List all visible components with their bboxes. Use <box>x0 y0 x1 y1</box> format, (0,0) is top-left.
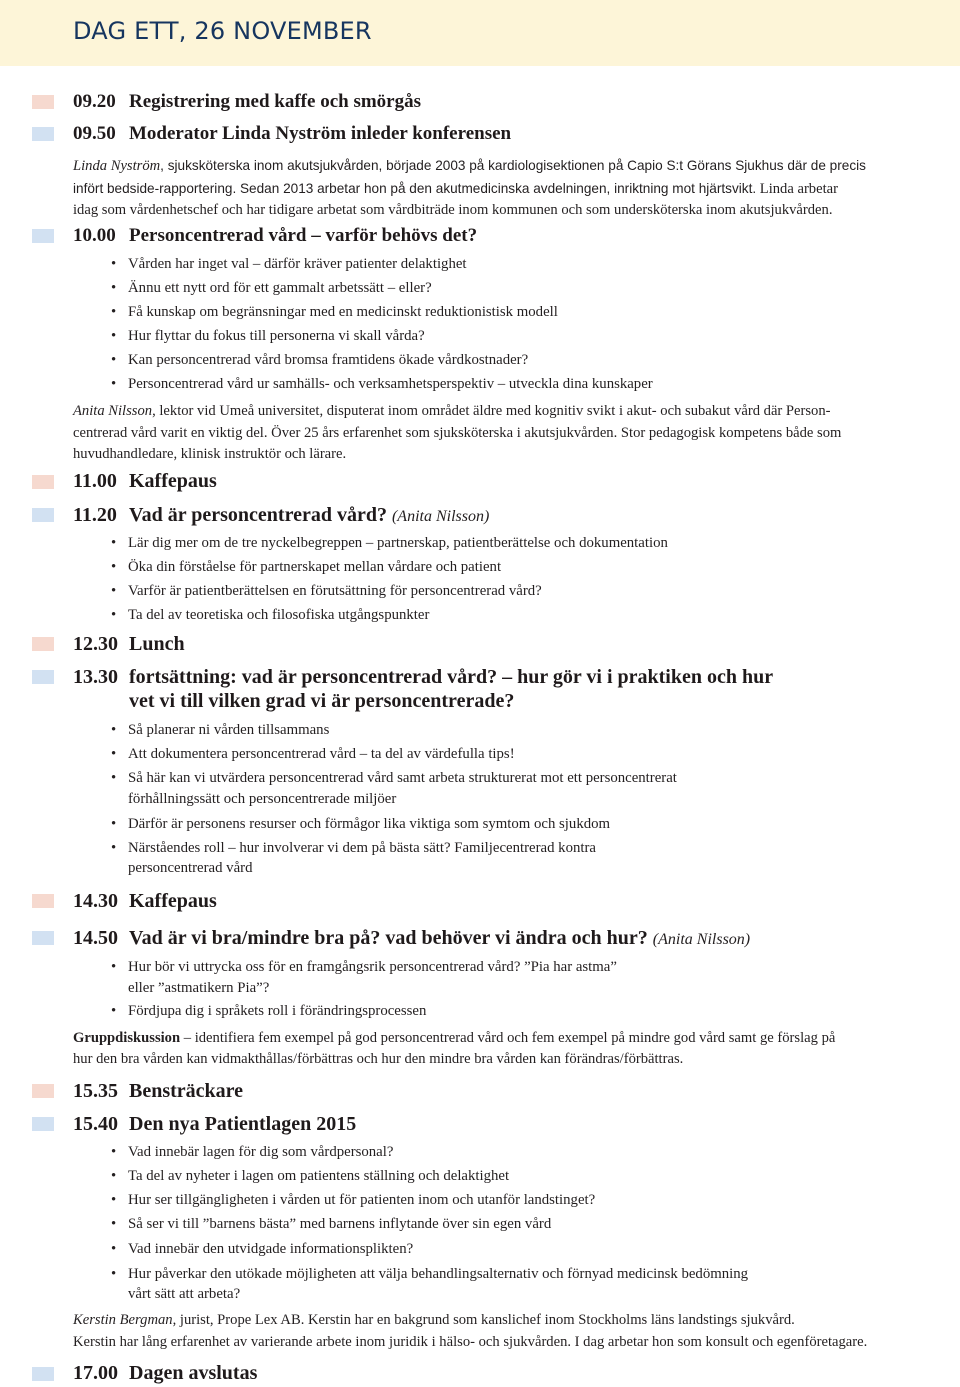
break-marker <box>32 95 54 109</box>
session-marker <box>32 229 54 243</box>
list-item-cont: personcentrerad vård <box>128 860 253 876</box>
list-item: • Ta del av nyheter i lagen om patientens ställning och delaktighet <box>111 1168 510 1184</box>
speaker-name: Linda Nyström <box>73 158 161 174</box>
bio-line: centrerad vård varit en viktig del. Över 25 års erfarenhet som sjuksköterska i akutsjukvården. Stor pedagogisk kompetens både som <box>73 425 842 441</box>
session-title: Personcentrerad vård – varför behövs det? <box>129 225 478 246</box>
session-speaker: (Anita Nilsson) <box>391 508 490 525</box>
speaker-bio <box>73 177 838 201</box>
session-time: 14.50 <box>73 927 118 949</box>
session-title: Vad är personcentrerad vård? <box>129 504 387 526</box>
session-title-cont: vet vi till vilken grad vi är personcentrerade? <box>129 690 515 712</box>
speaker-name: Anita Nilsson <box>73 403 153 419</box>
list-item-cont: eller ”astmatikern Pia”? <box>128 980 270 996</box>
speaker-bio <box>73 199 832 222</box>
list-item: • Lär dig mer om de tre nyckelbegreppen – partnerskap, patientberättelse och dokumentation <box>111 535 668 551</box>
list-item: • Varför är patientberättelsen en förutsättning för personcentrerad vård? <box>111 583 542 599</box>
break-marker <box>32 894 54 908</box>
speaker-bio <box>73 1309 795 1332</box>
list-item: • Så här kan vi utvärdera personcentrerad vård samt arbeta strukturerat mot ett personcentrerat <box>111 770 677 786</box>
list-item: • Vården har inget val – därför kräver patienter delaktighet <box>111 256 467 272</box>
page-title: DAG ETT, 26 NOVEMBER <box>73 17 372 45</box>
speaker-bio <box>73 1331 867 1354</box>
bio-line: , jurist, Prope Lex AB. Kerstin har en bakgrund som kanslichef inom Stockholms läns landstings sjukvård. <box>172 1312 795 1328</box>
list-item: • Vad innebär den utvidgade informationsplikten? <box>111 1241 414 1257</box>
list-item: • Ta del av teoretiska och filosofiska utgångspunkter <box>111 607 430 623</box>
group-discussion <box>73 1048 683 1071</box>
session-title: Registrering med kaffe och smörgås <box>129 91 421 112</box>
bio-line: infört bedside-rapportering. Sedan 2013 arbetar hon på den akutmedicinska avdelningen, inriktning mot hjärtsvikt. <box>73 181 757 196</box>
session-marker <box>32 1367 54 1381</box>
session-marker <box>32 931 54 945</box>
bio-line: , sjuksköterska inom akutsjukvården, började 2003 på kardiologisektionen på Capio S:t Görans Sjukhus där de precis <box>160 158 866 173</box>
session-time: 11.20 <box>73 504 117 526</box>
break-marker <box>32 475 54 489</box>
session-1535 <box>73 1080 243 1103</box>
session-1100 <box>73 470 217 493</box>
bio-line: idag som vårdenhetschef och har tidigare arbetat som vårdbiträde inom kommunen och som undersköterska inom akutsjukvården. <box>73 202 833 218</box>
session-marker <box>32 127 54 141</box>
session-1330 <box>73 666 773 689</box>
speaker-bio <box>73 400 831 423</box>
session-time: 15.40 <box>73 1113 118 1135</box>
session-time: 09.50 <box>73 123 116 144</box>
session-1230 <box>73 633 185 656</box>
session-1430 <box>73 890 217 913</box>
break-marker <box>32 637 54 651</box>
session-speaker: (Anita Nilsson) <box>652 931 751 948</box>
session-title: Kaffepaus <box>129 470 217 492</box>
speaker-bio <box>73 443 346 466</box>
group-text: hur den bra vården kan vidmakthållas/förbättras och hur den mindre bra vården kan förändras/förbättras. <box>73 1051 684 1067</box>
session-0920 <box>73 91 421 113</box>
session-marker <box>32 670 54 684</box>
list-item: • Hur påverkar den utökade möjligheten att välja behandlingsalternativ och förnyad medicinsk bedömning <box>111 1266 749 1282</box>
session-time: 12.30 <box>73 633 118 655</box>
session-time: 15.35 <box>73 1080 118 1102</box>
list-item: • Öka din förståelse för partnerskapet mellan vårdare och patient <box>111 559 502 575</box>
list-item: • Kan personcentrerad vård bromsa framtidens ökade vårdkostnader? <box>111 352 529 368</box>
list-item: • Fördjupa dig i språkets roll i förändringsprocessen <box>111 1003 427 1019</box>
bio-line: Linda arbetar <box>756 181 838 197</box>
list-item: • Ännu ett nytt ord för ett gammalt arbetssätt – eller? <box>111 280 432 296</box>
speaker-bio <box>73 154 866 178</box>
session-title: Bensträckare <box>129 1080 244 1102</box>
session-1700 <box>73 1362 257 1385</box>
session-time: 10.00 <box>73 225 116 246</box>
session-1000 <box>73 225 477 247</box>
list-item-cont: vårt sätt att arbeta? <box>128 1286 241 1302</box>
session-title: fortsättning: vad är personcentrerad vård? – hur gör vi i praktiken och hur <box>129 666 774 688</box>
session-time: 17.00 <box>73 1362 118 1384</box>
list-item: • Personcentrerad vård ur samhälls- och verksamhetsperspektiv – utveckla dina kunskaper <box>111 376 653 392</box>
session-title: Kaffepaus <box>129 890 217 912</box>
group-label: Gruppdiskussion <box>73 1030 181 1046</box>
speaker-name: Kerstin Bergman <box>73 1312 173 1328</box>
session-title: Den nya Patientlagen 2015 <box>129 1113 357 1135</box>
list-item-cont: förhållningssätt och personcentrerade miljöer <box>128 791 397 807</box>
break-marker <box>32 1084 54 1098</box>
session-time: 14.30 <box>73 890 118 912</box>
group-text: – identifiera fem exempel på god personcentrerad vård och fem exempel på mindre god vård samt ge förslag på <box>180 1030 836 1046</box>
bio-line: , lektor vid Umeå universitet, disputerat inom området äldre med kognitiv svikt i akut- och subakut vård där Person- <box>152 403 831 419</box>
list-item: • Så ser vi till ”barnens bästa” med barnens inflytande över sin egen vård <box>111 1216 552 1232</box>
session-title: Dagen avslutas <box>129 1362 258 1384</box>
session-time: 09.20 <box>73 91 116 112</box>
session-title: Moderator Linda Nyström inleder konferensen <box>129 123 512 144</box>
list-item: • Närståendes roll – hur involverar vi dem på bästa sätt? Familjecentrerad kontra <box>111 840 596 856</box>
bio-line: Kerstin har lång erfarenhet av varierande arbete inom juridik i hälso- och sjukvården. I dag arbetar hon som konsult och egenföretagare. <box>73 1334 868 1350</box>
list-item: • Så planerar ni vården tillsammans <box>111 722 330 738</box>
list-item: • Hur ser tillgängligheten i vården ut för patienten inom och utanför landstinget? <box>111 1192 596 1208</box>
session-title: Vad är vi bra/mindre bra på? vad behöver vi ändra och hur? <box>129 927 648 949</box>
session-marker <box>32 1117 54 1131</box>
list-item: • Därför är personens resurser och förmågor lika viktiga som symtom och sjukdom <box>111 816 611 832</box>
list-item: • Hur flyttar du fokus till personerna vi skall vårda? <box>111 328 425 344</box>
session-1120 <box>73 504 489 527</box>
session-time: 13.30 <box>73 666 118 688</box>
session-1540 <box>73 1113 356 1136</box>
session-0950 <box>73 123 511 145</box>
session-marker <box>32 508 54 522</box>
list-item: • Vad innebär lagen för dig som vårdpersonal? <box>111 1144 394 1160</box>
group-discussion <box>73 1027 835 1050</box>
bio-line: huvudhandledare, klinisk instruktör och lärare. <box>73 446 347 462</box>
session-1450 <box>73 927 750 950</box>
list-item: • Hur bör vi uttrycka oss för en framgångsrik personcentrerad vård? ”Pia har astma” <box>111 959 617 975</box>
list-item: • Få kunskap om begränsningar med en medicinskt reduktionistisk modell <box>111 304 558 320</box>
list-item: • Att dokumentera personcentrerad vård – ta del av värdefulla tips! <box>111 746 515 762</box>
session-time: 11.00 <box>73 470 117 492</box>
session-title: Lunch <box>129 633 185 655</box>
speaker-bio <box>73 422 841 445</box>
